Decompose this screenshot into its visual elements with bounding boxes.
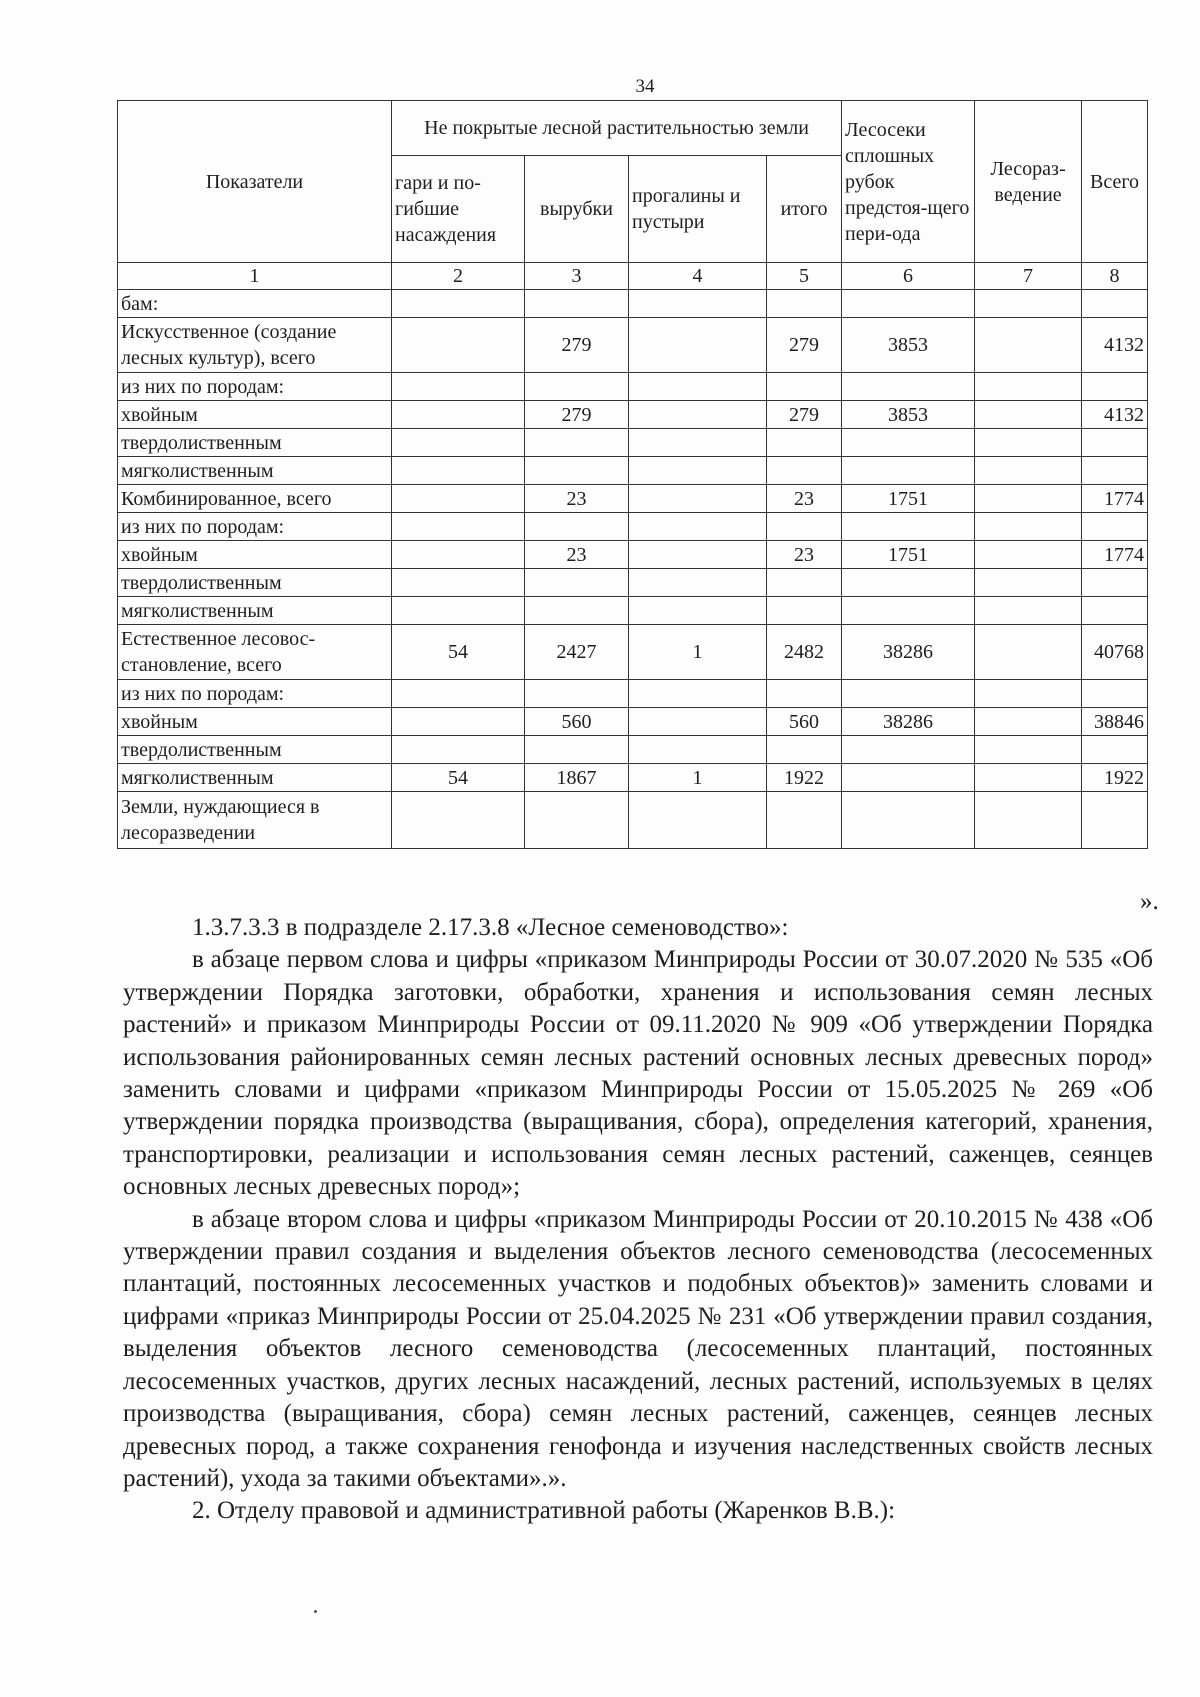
- cell-col-4: [629, 736, 767, 764]
- table-row: [118, 401, 1148, 429]
- cell-col-3: [525, 457, 629, 485]
- cell-col-8: [1082, 680, 1148, 708]
- cell-col-3: 2427: [525, 625, 629, 680]
- cell-col-8: 4132: [1082, 318, 1148, 373]
- cell-col-3: 279: [525, 401, 629, 429]
- cell-col-8: [1082, 597, 1148, 625]
- row-label: твердолиственным: [118, 736, 392, 764]
- column-number: 1: [118, 263, 392, 290]
- cell-col-7: [975, 541, 1082, 569]
- forest-indicators-table: [117, 100, 1148, 849]
- paragraph-second-abzac: в абзаце втором слова и цифры «приказом Минприроды России от 20.10.2015 № 438 «Об утверждении правил создания и выделения объектов лесного семеноводства (лесосеменных плантаций, постоянных лесосеменных участков и подобных объектов)» заменить словами и цифрами «приказ Минприроды России от 25.04.2025 № 231 «Об утверждении правил создания, выделения объектов лесного семеноводства (лесосеменных плантаций, постоянных лесосеменных участков, других лесных насаждений, лесных растений, используемых в целях производства (выращивания, сбора) семян лесных растений, саженцев, сеянцев лесных древесных пород, а также сохранения генофонда и изучения наследственных свойств лесных растений), ухода за такими объектами».».: [123, 1205, 1153, 1492]
- table-row: [118, 373, 1148, 401]
- cell-col-3: 23: [525, 541, 629, 569]
- cell-col-2: [392, 401, 525, 429]
- paragraph-subsection: 1.3.7.3.3 в подразделе 2.17.3.8 «Лесное семеноводство»:: [192, 914, 789, 941]
- cell-col-5: [767, 569, 842, 597]
- header-indicators: Показатели: [118, 101, 392, 263]
- header-total: Всего: [1082, 101, 1148, 263]
- cell-col-4: 1: [629, 625, 767, 680]
- cell-col-8: 40768: [1082, 625, 1148, 680]
- column-number: 2: [392, 263, 525, 290]
- cell-col-4: [629, 318, 767, 373]
- cell-col-6: 1751: [842, 541, 975, 569]
- table-row: [118, 569, 1148, 597]
- cell-col-5: 2482: [767, 625, 842, 680]
- row-label: мягколиственным: [118, 597, 392, 625]
- cell-col-5: [767, 680, 842, 708]
- body-text: [123, 912, 1153, 1528]
- scan-dot: [314, 1610, 317, 1613]
- row-label: мягколиственным: [118, 457, 392, 485]
- cell-col-2: [392, 708, 525, 736]
- column-number: 3: [525, 263, 629, 290]
- cell-col-6: [842, 597, 975, 625]
- cell-col-2: [392, 513, 525, 541]
- cell-col-5: [767, 597, 842, 625]
- cell-col-4: [629, 290, 767, 318]
- header-cuttings: вырубки: [525, 156, 629, 263]
- cell-col-8: [1082, 736, 1148, 764]
- cell-col-4: [629, 597, 767, 625]
- cell-col-2: [392, 485, 525, 513]
- cell-col-8: 38846: [1082, 708, 1148, 736]
- table-row: [118, 597, 1148, 625]
- cell-col-3: [525, 513, 629, 541]
- cell-col-5: 560: [767, 708, 842, 736]
- row-label: мягколиственным: [118, 764, 392, 792]
- cell-col-8: [1082, 373, 1148, 401]
- cell-col-7: [975, 792, 1082, 849]
- table-row: [118, 290, 1148, 318]
- cell-col-8: [1082, 792, 1148, 849]
- row-label: из них по породам:: [118, 373, 392, 401]
- cell-col-8: 4132: [1082, 401, 1148, 429]
- cell-col-5: [767, 373, 842, 401]
- header-glades: прогалины и пустыри: [629, 156, 767, 263]
- cell-col-4: [629, 373, 767, 401]
- paragraph-department: 2. Отделу правовой и административной работы (Жаренков В.В.):: [192, 1497, 896, 1525]
- cell-col-5: 23: [767, 541, 842, 569]
- cell-col-2: [392, 792, 525, 849]
- cell-col-4: [629, 429, 767, 457]
- cell-col-4: [629, 708, 767, 736]
- cell-col-6: 3853: [842, 318, 975, 373]
- table-row: [118, 457, 1148, 485]
- cell-col-3: [525, 680, 629, 708]
- header-clearcuts: Лесосеки сплошных рубок предстоя-щего пери-ода: [842, 101, 975, 263]
- cell-col-4: [629, 792, 767, 849]
- column-number: 6: [842, 263, 975, 290]
- cell-col-7: [975, 290, 1082, 318]
- cell-col-5: [767, 290, 842, 318]
- row-label: хвойным: [118, 708, 392, 736]
- header-burned: гари и по-гибшие насаждения: [392, 156, 525, 263]
- row-label: из них по породам:: [118, 513, 392, 541]
- table-row: [118, 792, 1148, 849]
- cell-col-3: [525, 569, 629, 597]
- cell-col-4: [629, 569, 767, 597]
- cell-col-7: [975, 457, 1082, 485]
- paragraph-first-abzac: в абзаце первом слова и цифры «приказом Минприроды России от 30.07.2020 № 535 «Об утверждении Порядка заготовки, обработки, хранения и использования семян лесных растений» и приказом Минприроды России от 09.11.2020 № 909 «Об утверждении Порядка использования районированных семян лесных растений основных лесных древесных пород» заменить словами и цифрами «приказом Минприроды России от 15.05.2025 № 269 «Об утверждении порядка производства (выращивания, сбора), определения категорий, хранения, транспортировки, реализации и использования семян лесных растений, саженцев, сеянцев основных лесных древесных пород»;: [123, 946, 1153, 1201]
- cell-col-3: [525, 290, 629, 318]
- table-row: [118, 680, 1148, 708]
- cell-col-7: [975, 625, 1082, 680]
- cell-col-7: [975, 513, 1082, 541]
- cell-col-2: [392, 457, 525, 485]
- table-row: [118, 513, 1148, 541]
- cell-col-7: [975, 597, 1082, 625]
- cell-col-6: 38286: [842, 625, 975, 680]
- column-number: 4: [629, 263, 767, 290]
- cell-col-5: [767, 457, 842, 485]
- cell-col-2: [392, 290, 525, 318]
- cell-col-4: [629, 513, 767, 541]
- cell-col-3: [525, 792, 629, 849]
- cell-col-3: 560: [525, 708, 629, 736]
- column-numbers-row: [118, 263, 1148, 290]
- cell-col-6: [842, 736, 975, 764]
- table-header-row-1: [118, 101, 1148, 156]
- row-label: твердолиственным: [118, 429, 392, 457]
- cell-col-5: 279: [767, 318, 842, 373]
- cell-col-7: [975, 373, 1082, 401]
- row-label: Комбинированное, всего: [118, 485, 392, 513]
- cell-col-8: 1774: [1082, 541, 1148, 569]
- cell-col-7: [975, 429, 1082, 457]
- cell-col-2: [392, 541, 525, 569]
- table-row: [118, 485, 1148, 513]
- cell-col-5: [767, 429, 842, 457]
- cell-col-4: [629, 541, 767, 569]
- cell-col-2: [392, 680, 525, 708]
- column-number: 8: [1082, 263, 1148, 290]
- header-not-covered: Не покрытые лесной растительностью земли: [392, 101, 842, 156]
- cell-col-6: [842, 513, 975, 541]
- table-row: [118, 625, 1148, 680]
- cell-col-2: [392, 569, 525, 597]
- cell-col-2: [392, 429, 525, 457]
- cell-col-6: [842, 290, 975, 318]
- cell-col-3: 279: [525, 318, 629, 373]
- cell-col-6: [842, 457, 975, 485]
- cell-col-8: [1082, 457, 1148, 485]
- cell-col-8: 1922: [1082, 764, 1148, 792]
- cell-col-4: [629, 680, 767, 708]
- cell-col-3: 1867: [525, 764, 629, 792]
- cell-col-7: [975, 401, 1082, 429]
- row-label: из них по породам:: [118, 680, 392, 708]
- cell-col-8: [1082, 513, 1148, 541]
- cell-col-2: [392, 318, 525, 373]
- table-row: [118, 541, 1148, 569]
- cell-col-7: [975, 764, 1082, 792]
- cell-col-7: [975, 569, 1082, 597]
- cell-col-6: [842, 429, 975, 457]
- row-label: бам:: [118, 290, 392, 318]
- closing-quote: ».: [1140, 888, 1159, 915]
- cell-col-2: 54: [392, 625, 525, 680]
- cell-col-5: [767, 513, 842, 541]
- cell-col-2: [392, 736, 525, 764]
- cell-col-3: [525, 373, 629, 401]
- row-label: Естественное лесовос-становление, всего: [118, 625, 392, 680]
- cell-col-7: [975, 680, 1082, 708]
- cell-col-6: [842, 792, 975, 849]
- table-row: [118, 318, 1148, 373]
- cell-col-4: 1: [629, 764, 767, 792]
- cell-col-6: 3853: [842, 401, 975, 429]
- row-label: Искусственное (создание лесных культур), всего: [118, 318, 392, 373]
- header-total-sub: итого: [767, 156, 842, 263]
- cell-col-8: [1082, 429, 1148, 457]
- cell-col-6: [842, 680, 975, 708]
- row-label: хвойным: [118, 541, 392, 569]
- page-number: 34: [635, 76, 655, 97]
- cell-col-3: [525, 597, 629, 625]
- cell-col-3: 23: [525, 485, 629, 513]
- cell-col-5: 279: [767, 401, 842, 429]
- cell-col-3: [525, 736, 629, 764]
- cell-col-4: [629, 401, 767, 429]
- table-row: [118, 429, 1148, 457]
- cell-col-7: [975, 318, 1082, 373]
- cell-col-3: [525, 429, 629, 457]
- cell-col-7: [975, 485, 1082, 513]
- column-number: 7: [975, 263, 1082, 290]
- cell-col-5: 23: [767, 485, 842, 513]
- cell-col-8: [1082, 290, 1148, 318]
- cell-col-5: [767, 736, 842, 764]
- table-row: [118, 708, 1148, 736]
- cell-col-7: [975, 736, 1082, 764]
- cell-col-2: 54: [392, 764, 525, 792]
- cell-col-5: 1922: [767, 764, 842, 792]
- cell-col-6: [842, 373, 975, 401]
- table-body: [118, 290, 1148, 849]
- row-label: хвойным: [118, 401, 392, 429]
- cell-col-7: [975, 708, 1082, 736]
- cell-col-6: 38286: [842, 708, 975, 736]
- cell-col-2: [392, 373, 525, 401]
- cell-col-5: [767, 792, 842, 849]
- cell-col-4: [629, 457, 767, 485]
- cell-col-6: 1751: [842, 485, 975, 513]
- row-label: Земли, нуждающиеся в лесоразведении: [118, 792, 392, 849]
- cell-col-6: [842, 569, 975, 597]
- cell-col-4: [629, 485, 767, 513]
- header-afforestation: Лесораз-ведение: [975, 101, 1082, 263]
- cell-col-8: 1774: [1082, 485, 1148, 513]
- table-row: [118, 736, 1148, 764]
- column-number: 5: [767, 263, 842, 290]
- cell-col-2: [392, 597, 525, 625]
- cell-col-6: [842, 764, 975, 792]
- table-row: [118, 764, 1148, 792]
- cell-col-8: [1082, 569, 1148, 597]
- row-label: твердолиственным: [118, 569, 392, 597]
